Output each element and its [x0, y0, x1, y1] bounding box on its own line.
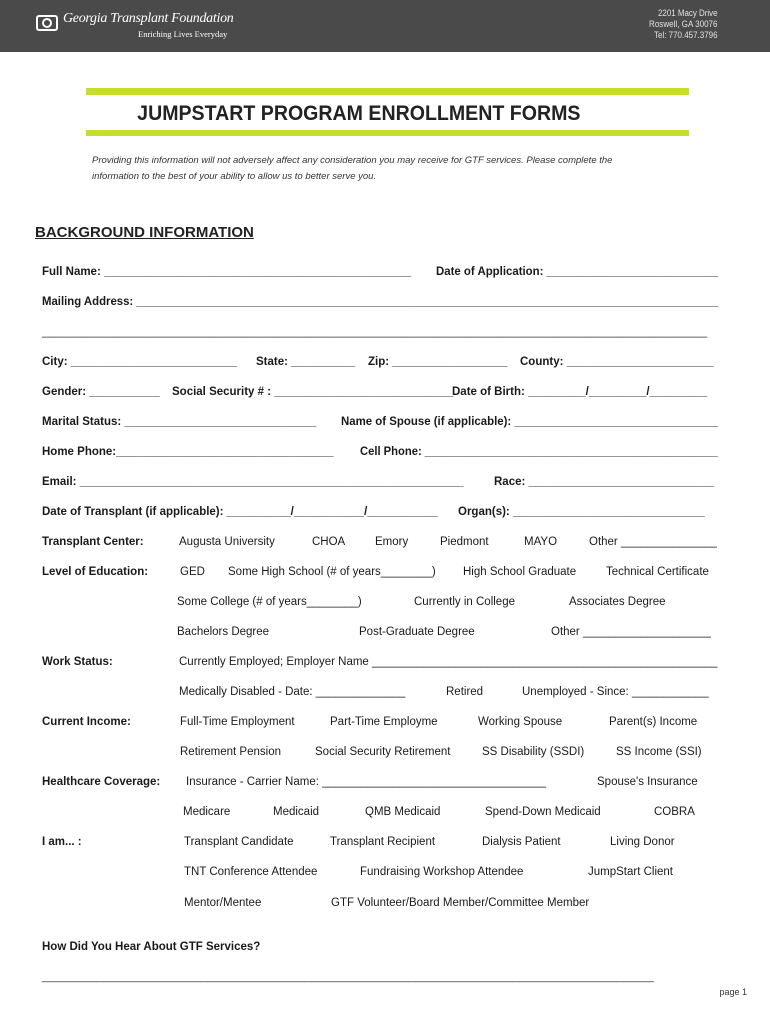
page-number: page 1 [719, 987, 747, 997]
spouse-name-field[interactable]: Name of Spouse (if applicable): ________________________________ [341, 416, 718, 428]
intro-text-line2: information to the best of your ability to allow us to better serve you. [92, 171, 377, 182]
option-ged[interactable]: GED [180, 566, 205, 578]
option-ssdi[interactable]: SS Disability (SSDI) [482, 746, 585, 758]
email-field[interactable]: Email: ____________________________________________________________ [42, 476, 464, 488]
option-high-school-graduate[interactable]: High School Graduate [463, 566, 577, 578]
option-retired[interactable]: Retired [446, 686, 484, 698]
option-medically-disabled[interactable]: Medically Disabled - Date: ______________ [179, 686, 406, 698]
date-of-birth-field[interactable]: Date of Birth: _________/_________/_________ [452, 386, 708, 398]
ssn-field[interactable]: Social Security # : ____________________________ [172, 386, 454, 398]
option-cobra[interactable]: COBRA [654, 806, 695, 818]
option-emory[interactable]: Emory [375, 536, 409, 548]
phone-number: Tel: 770.457.3796 [654, 30, 718, 40]
title-top-rule [86, 88, 689, 95]
address-line2: Roswell, GA 30076 [649, 19, 718, 29]
education-label: Level of Education: [42, 566, 149, 578]
county-field[interactable]: County: _______________________ [520, 356, 714, 368]
option-center-other[interactable]: Other _______________ [589, 536, 717, 548]
option-part-time-employment[interactable]: Part-Time Employme [330, 716, 438, 728]
option-tnt-conference-attendee[interactable]: TNT Conference Attendee [184, 866, 318, 878]
option-bachelors-degree[interactable]: Bachelors Degree [177, 626, 270, 638]
option-social-security-retirement[interactable]: Social Security Retirement [315, 746, 451, 758]
title-bottom-rule [86, 130, 689, 136]
healthcare-label: Healthcare Coverage: [42, 776, 161, 788]
i-am-label: I am... : [42, 836, 82, 848]
option-dialysis-patient[interactable]: Dialysis Patient [482, 836, 561, 848]
option-choa[interactable]: CHOA [312, 536, 346, 548]
full-name-field[interactable]: Full Name: ________________________________________________ [42, 266, 411, 278]
zip-field[interactable]: Zip: __________________ [368, 356, 508, 368]
option-piedmont[interactable]: Piedmont [440, 536, 489, 548]
option-technical-certificate[interactable]: Technical Certificate [606, 566, 709, 578]
option-ssi[interactable]: SS Income (SSI) [616, 746, 702, 758]
option-parents-income[interactable]: Parent(s) Income [609, 716, 698, 728]
mailing-address-field[interactable]: Mailing Address: ____________________________________________________________________________________________ [42, 296, 719, 308]
state-field[interactable]: State: __________ [256, 356, 356, 368]
header-bar [0, 0, 770, 52]
option-currently-employed[interactable]: Currently Employed; Employer Name ______________________________________________________ [179, 656, 718, 668]
option-jumpstart-client[interactable]: JumpStart Client [588, 866, 674, 878]
income-label: Current Income: [42, 716, 131, 728]
option-some-high-school[interactable]: Some High School (# of years________) [228, 566, 436, 578]
option-mentor-mentee[interactable]: Mentor/Mentee [184, 897, 262, 909]
organs-field[interactable]: Organ(s): ______________________________ [458, 506, 705, 518]
option-transplant-recipient[interactable]: Transplant Recipient [330, 836, 436, 848]
option-augusta-university[interactable]: Augusta University [179, 536, 275, 548]
date-of-transplant-field[interactable]: Date of Transplant (if applicable): __________/___________/___________ [42, 506, 438, 518]
gender-field[interactable]: Gender: ___________ [42, 386, 160, 398]
section-title: BACKGROUND INFORMATION [35, 224, 254, 241]
option-transplant-candidate[interactable]: Transplant Candidate [184, 836, 294, 848]
option-some-college[interactable]: Some College (# of years________) [177, 596, 362, 608]
option-medicaid[interactable]: Medicaid [273, 806, 320, 818]
marital-status-field[interactable]: Marital Status: ______________________________ [42, 416, 317, 428]
option-qmb-medicaid[interactable]: QMB Medicaid [365, 806, 441, 818]
transplant-center-label: Transplant Center: [42, 536, 144, 548]
option-retirement-pension[interactable]: Retirement Pension [180, 746, 281, 758]
gtf-logo-icon [36, 14, 58, 32]
option-insurance-carrier[interactable]: Insurance - Carrier Name: ___________________________________ [186, 776, 546, 788]
how-heard-line[interactable]: ____________________________________________________________________________________________________ [42, 971, 654, 983]
option-spouses-insurance[interactable]: Spouse's Insurance [597, 776, 698, 788]
date-of-application-field[interactable]: Date of Application: ___________________________ [436, 266, 719, 278]
option-unemployed[interactable]: Unemployed - Since: ____________ [522, 686, 709, 698]
option-spend-down-medicaid[interactable]: Spend-Down Medicaid [485, 806, 601, 818]
address-line1: 2201 Macy Drive [658, 8, 719, 18]
mailing-address-line2[interactable]: ________________________________________________________________________________________________________ [42, 326, 708, 338]
option-education-other[interactable]: Other ____________________ [551, 626, 711, 638]
city-field[interactable]: City: __________________________ [42, 356, 238, 368]
work-status-label: Work Status: [42, 656, 113, 668]
option-fundraising-workshop-attendee[interactable]: Fundraising Workshop Attendee [360, 866, 524, 878]
cell-phone-field[interactable]: Cell Phone: _______________________________________________ [360, 446, 718, 458]
how-heard-label: How Did You Hear About GTF Services? [42, 941, 261, 953]
option-associates-degree[interactable]: Associates Degree [569, 596, 666, 608]
option-full-time-employment[interactable]: Full-Time Employment [180, 716, 295, 728]
option-currently-in-college[interactable]: Currently in College [414, 596, 515, 608]
org-tagline: Enriching Lives Everyday [138, 29, 228, 39]
home-phone-field[interactable]: Home Phone:__________________________________ [42, 446, 334, 458]
intro-text-line1: Providing this information will not adversely affect any consideration you may receive for GTF services. Please complete the [92, 155, 613, 166]
option-mayo[interactable]: MAYO [524, 536, 558, 548]
option-gtf-volunteer[interactable]: GTF Volunteer/Board Member/Committee Member [331, 897, 590, 909]
page-title: JUMPSTART PROGRAM ENROLLMENT FORMS [137, 102, 581, 125]
option-living-donor[interactable]: Living Donor [610, 836, 675, 848]
option-working-spouse[interactable]: Working Spouse [478, 716, 563, 728]
race-field[interactable]: Race: _____________________________ [494, 476, 714, 488]
option-medicare[interactable]: Medicare [183, 806, 231, 818]
org-name: Georgia Transplant Foundation [63, 11, 234, 26]
option-post-graduate-degree[interactable]: Post-Graduate Degree [359, 626, 475, 638]
